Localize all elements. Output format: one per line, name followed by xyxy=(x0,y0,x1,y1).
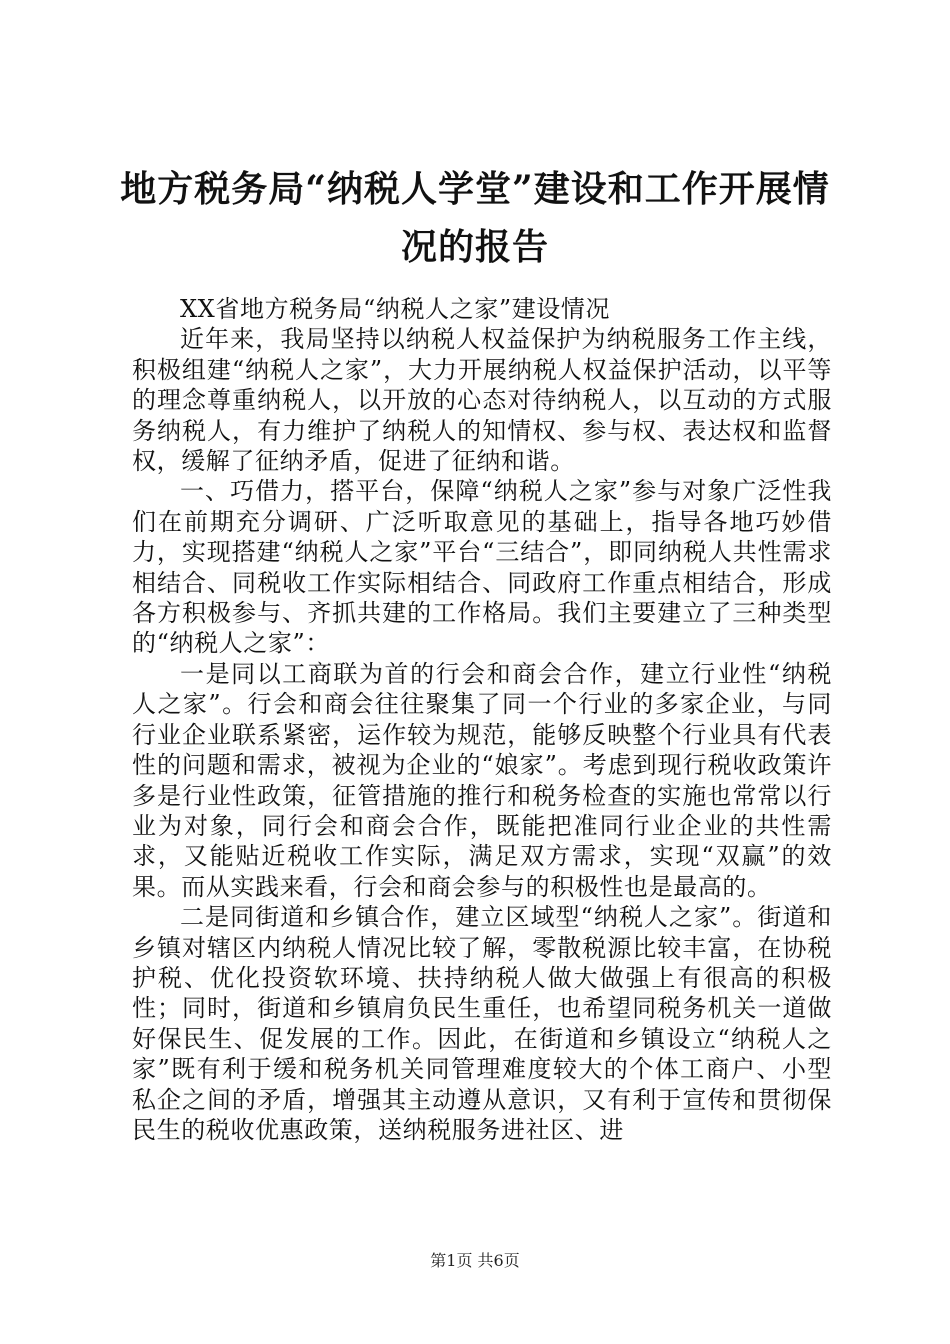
document-body xyxy=(132,294,832,1145)
page-number-footer: 第1页 共6页 xyxy=(430,1251,520,1270)
body-paragraph: 二是同街道和乡镇合作，建立区域型“纳税人之家”。街道和乡镇对辖区内纳税人情况比较了解，零散税源比较丰富，在协税护税、优化投资软环境、扶持纳税人做大做强上有很高的积极性；同时，街道和乡镇肩负民生重任，也希望同税务机关一道做好保民生、促发展的工作。因此，在街道和乡镇设立“纳税人之家”既有利于缓和税务机关同管理难度较大的个体工商户、小型私企之间的矛盾，增强其主动遵从意识，又有利于宣传和贯彻保民生的税收优惠政策，送纳税服务进社区、进 xyxy=(132,903,832,1144)
subtitle-paragraph: XX省地方税务局“纳税人之家”建设情况 xyxy=(180,295,611,323)
body-paragraph: 一、巧借力，搭平台，保障“纳税人之家”参与对象广泛性我们在前期充分调研、广泛听取意见的基础上，指导各地巧妙借力，实现搭建“纳税人之家”平台“三结合”，即同纳税人共性需求相结合、同税收工作实际相结合、同政府工作重点相结合，形成各方积极参与、齐抓共建的工作格局。我们主要建立了三种类型的“纳税人之家”： xyxy=(132,477,832,658)
body-paragraph: 一是同以工商联为首的行会和商会合作，建立行业性“纳税人之家”。行会和商会往往聚集了同一个行业的多家企业，与同行业企业联系紧密，运作较为规范，能够反映整个行业具有代表性的问题和需求，被视为企业的“娘家”。考虑到现行税收政策许多是行业性政策，征管措施的推行和税务检查的实施也常常以行业为对象，同行会和商会合作，既能把准同行业企业的共性需求，又能贴近税收工作实际，满足双方需求，实现“双赢”的效果。而从实践来看，行会和商会参与的积极性也是最高的。 xyxy=(132,659,832,901)
document-title: 地方税务局“纳税人学堂”建设和工作开展情况的报告 xyxy=(120,168,830,268)
body-paragraph: 近年来，我局坚持以纳税人权益保护为纳税服务工作主线，积极组建“纳税人之家”，大力开展纳税人权益保护活动，以平等的理念尊重纳税人，以开放的心态对待纳税人，以互动的方式服务纳税人，有力维护了纳税人的知情权、参与权、表达权和监督权，缓解了征纳矛盾，促进了征纳和谐。 xyxy=(132,325,832,476)
